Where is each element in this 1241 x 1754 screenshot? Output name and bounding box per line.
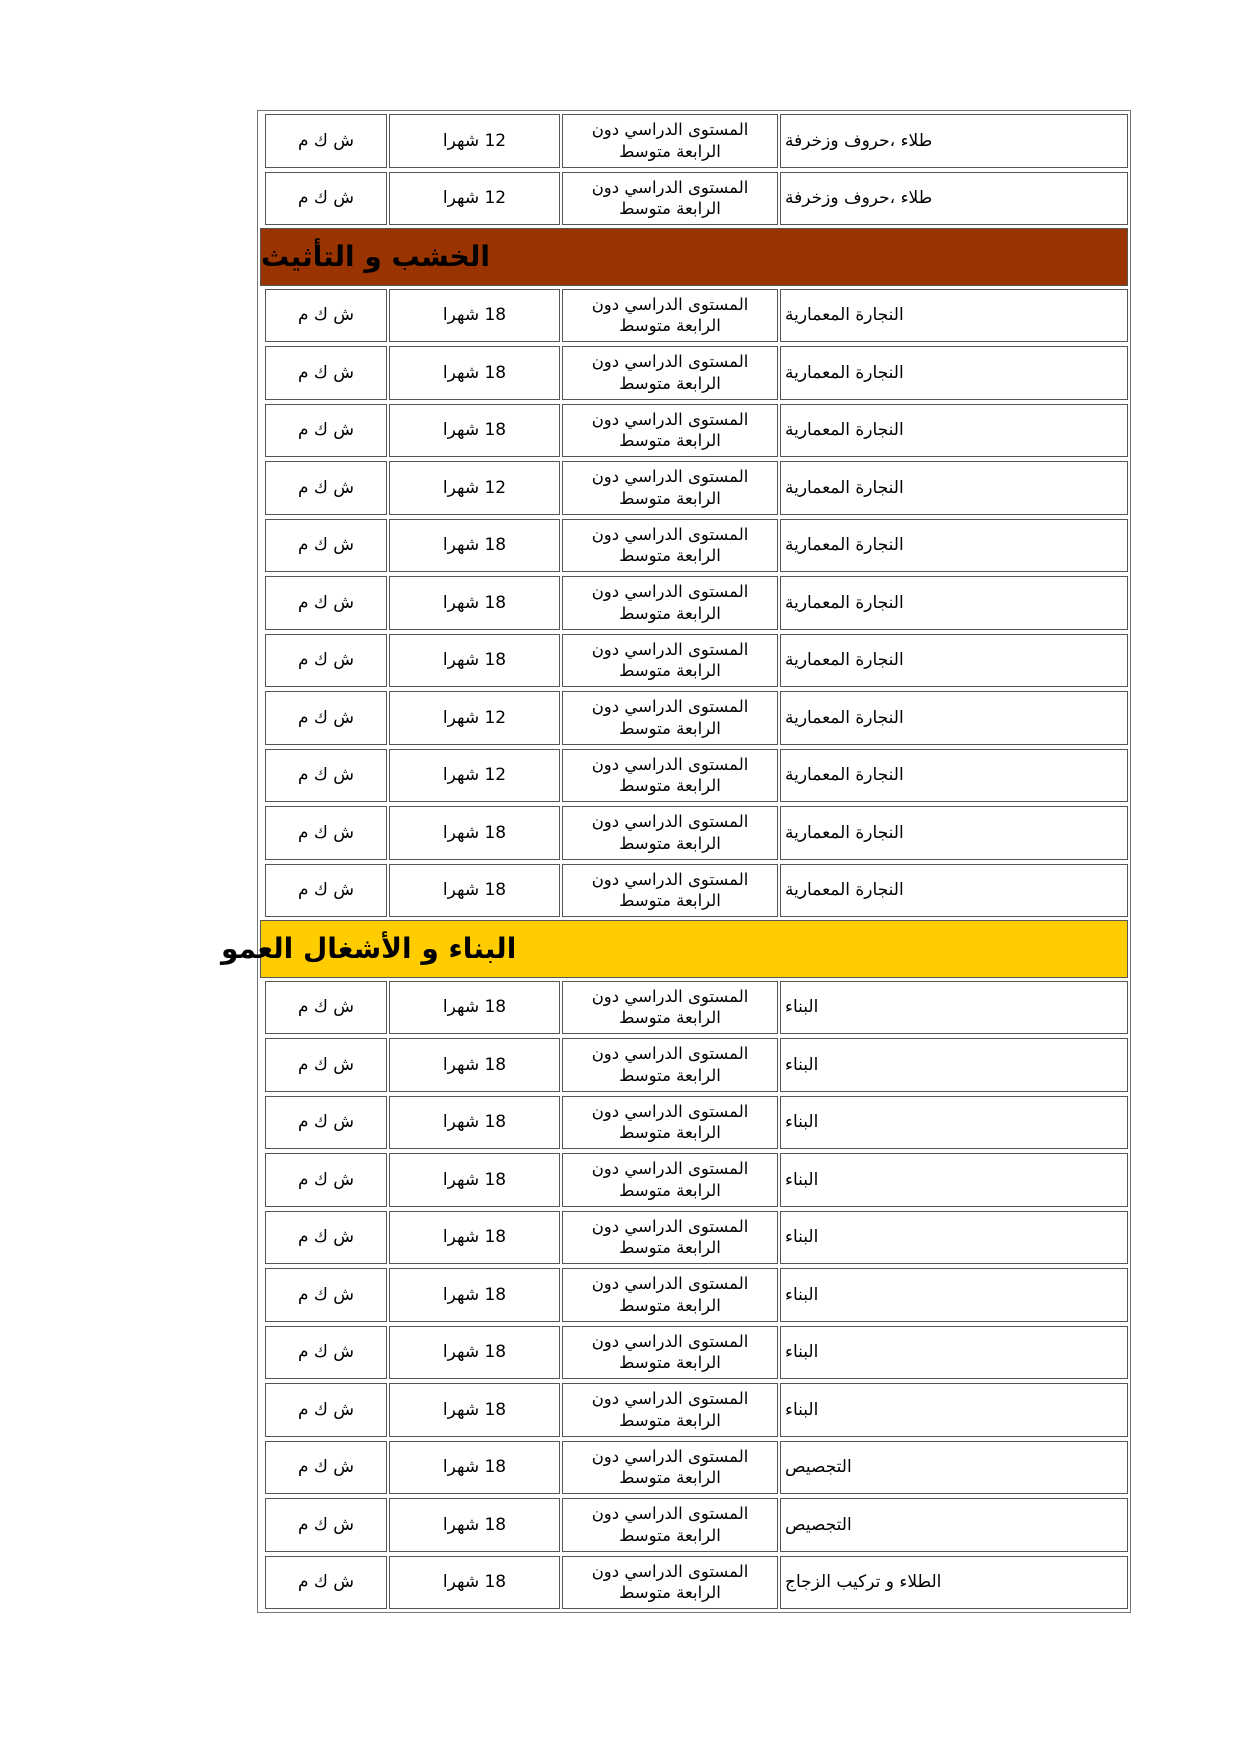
table-row [259, 1324, 1129, 1382]
level-cell: المستوى الدراسي دون الرابعة متوسط [562, 404, 778, 458]
training-specialties-table [221, 110, 1131, 1613]
duration-cell: 18 شهرا [389, 806, 560, 860]
specialty-cell: النجارة المعمارية [780, 404, 1128, 458]
duration-cell: 18 شهرا [389, 1096, 560, 1150]
mode-cell: ش ك م [265, 806, 387, 860]
specialty-cell: النجارة المعمارية [780, 461, 1128, 515]
level-cell: المستوى الدراسي دون الرابعة متوسط [562, 461, 778, 515]
duration-cell: 18 شهرا [389, 1441, 560, 1495]
mode-cell: ش ك م [265, 1153, 387, 1207]
level-cell: المستوى الدراسي دون الرابعة متوسط [562, 289, 778, 343]
table-row [259, 112, 1129, 170]
level-cell: المستوى الدراسي دون الرابعة متوسط [562, 1441, 778, 1495]
table-row [259, 1554, 1129, 1612]
duration-cell: 12 شهرا [389, 691, 560, 745]
mode-cell: ش ك م [265, 1383, 387, 1437]
specialty-cell: النجارة المعمارية [780, 749, 1128, 803]
mode-cell: ش ك م [265, 634, 387, 688]
level-cell: المستوى الدراسي دون الرابعة متوسط [562, 1153, 778, 1207]
section-title: البناء و الأشغال العمو [221, 932, 517, 966]
duration-cell: 18 شهرا [389, 519, 560, 573]
table-row [259, 1496, 1129, 1554]
mode-cell: ش ك م [265, 981, 387, 1035]
table-row [259, 287, 1129, 345]
section-header [260, 228, 1128, 286]
level-cell: المستوى الدراسي دون الرابعة متوسط [562, 1211, 778, 1265]
specialty-cell: البناء [780, 1326, 1128, 1380]
mode-cell: ش ك م [265, 576, 387, 630]
table-row [259, 402, 1129, 460]
specialty-cell: التجصيص [780, 1441, 1128, 1495]
level-cell: المستوى الدراسي دون الرابعة متوسط [562, 749, 778, 803]
specialty-cell: البناء [780, 1096, 1128, 1150]
mode-cell: ش ك م [265, 346, 387, 400]
level-cell: المستوى الدراسي دون الرابعة متوسط [562, 346, 778, 400]
duration-cell: 18 شهرا [389, 1326, 560, 1380]
specialty-cell: البناء [780, 1153, 1128, 1207]
duration-cell: 12 شهرا [389, 461, 560, 515]
mode-cell: ش ك م [265, 1211, 387, 1265]
mode-cell: ش ك م [265, 691, 387, 745]
duration-cell: 12 شهرا [389, 114, 560, 168]
duration-cell: 18 شهرا [389, 576, 560, 630]
table-row [259, 804, 1129, 862]
mode-cell: ش ك م [265, 1498, 387, 1552]
table-row [259, 1381, 1129, 1439]
duration-cell: 18 شهرا [389, 289, 560, 343]
mode-cell: ش ك م [265, 1096, 387, 1150]
mode-cell: ش ك م [265, 172, 387, 226]
table-row [259, 689, 1129, 747]
mode-cell: ش ك م [265, 1556, 387, 1610]
duration-cell: 12 شهرا [389, 172, 560, 226]
specialty-cell: النجارة المعمارية [780, 289, 1128, 343]
duration-cell: 18 شهرا [389, 1153, 560, 1207]
mode-cell: ش ك م [265, 1441, 387, 1495]
duration-cell: 18 شهرا [389, 981, 560, 1035]
specialty-cell: النجارة المعمارية [780, 576, 1128, 630]
mode-cell: ش ك م [265, 1326, 387, 1380]
specialty-cell: طلاء ،حروف وزخرفة [780, 172, 1128, 226]
duration-cell: 18 شهرا [389, 1498, 560, 1552]
mode-cell: ش ك م [265, 404, 387, 458]
specialty-cell: البناء [780, 1211, 1128, 1265]
level-cell: المستوى الدراسي دون الرابعة متوسط [562, 1268, 778, 1322]
table-row [259, 1439, 1129, 1497]
level-cell: المستوى الدراسي دون الرابعة متوسط [562, 1038, 778, 1092]
duration-cell: 18 شهرا [389, 346, 560, 400]
specialty-cell: النجارة المعمارية [780, 806, 1128, 860]
table-row [259, 979, 1129, 1037]
level-cell: المستوى الدراسي دون الرابعة متوسط [562, 1383, 778, 1437]
table-row [259, 632, 1129, 690]
specialty-cell: البناء [780, 1383, 1128, 1437]
level-cell: المستوى الدراسي دون الرابعة متوسط [562, 691, 778, 745]
specialty-cell: التجصيص [780, 1498, 1128, 1552]
level-cell: المستوى الدراسي دون الرابعة متوسط [562, 981, 778, 1035]
duration-cell: 18 شهرا [389, 1556, 560, 1610]
table-row [259, 1209, 1129, 1267]
duration-cell: 18 شهرا [389, 1038, 560, 1092]
table-row [259, 1036, 1129, 1094]
section-header [221, 920, 1128, 978]
level-cell: المستوى الدراسي دون الرابعة متوسط [562, 1556, 778, 1610]
table-row [259, 517, 1129, 575]
level-cell: المستوى الدراسي دون الرابعة متوسط [562, 634, 778, 688]
level-cell: المستوى الدراسي دون الرابعة متوسط [562, 519, 778, 573]
mode-cell: ش ك م [265, 1038, 387, 1092]
table-row [259, 1266, 1129, 1324]
section-title: الخشب و التأثيث [261, 240, 490, 274]
level-cell: المستوى الدراسي دون الرابعة متوسط [562, 1096, 778, 1150]
specialty-cell: النجارة المعمارية [780, 691, 1128, 745]
duration-cell: 18 شهرا [389, 634, 560, 688]
level-cell: المستوى الدراسي دون الرابعة متوسط [562, 114, 778, 168]
specialty-cell: النجارة المعمارية [780, 864, 1128, 918]
specialty-cell: طلاء ،حروف وزخرفة [780, 114, 1128, 168]
mode-cell: ش ك م [265, 461, 387, 515]
mode-cell: ش ك م [265, 114, 387, 168]
duration-cell: 12 شهرا [389, 749, 560, 803]
mode-cell: ش ك م [265, 749, 387, 803]
specialty-cell: النجارة المعمارية [780, 634, 1128, 688]
level-cell: المستوى الدراسي دون الرابعة متوسط [562, 864, 778, 918]
specialty-cell: النجارة المعمارية [780, 519, 1128, 573]
level-cell: المستوى الدراسي دون الرابعة متوسط [562, 172, 778, 226]
mode-cell: ش ك م [265, 1268, 387, 1322]
table-row [259, 1151, 1129, 1209]
duration-cell: 18 شهرا [389, 1211, 560, 1265]
specialty-cell: البناء [780, 1038, 1128, 1092]
duration-cell: 18 شهرا [389, 1383, 560, 1437]
table-row [259, 574, 1129, 632]
level-cell: المستوى الدراسي دون الرابعة متوسط [562, 1498, 778, 1552]
specialty-cell: النجارة المعمارية [780, 346, 1128, 400]
level-cell: المستوى الدراسي دون الرابعة متوسط [562, 1326, 778, 1380]
table-row [259, 1094, 1129, 1152]
table-row [259, 344, 1129, 402]
specialty-cell: البناء [780, 1268, 1128, 1322]
duration-cell: 18 شهرا [389, 1268, 560, 1322]
mode-cell: ش ك م [265, 289, 387, 343]
level-cell: المستوى الدراسي دون الرابعة متوسط [562, 576, 778, 630]
table-row [259, 862, 1129, 920]
mode-cell: ش ك م [265, 519, 387, 573]
duration-cell: 18 شهرا [389, 864, 560, 918]
duration-cell: 18 شهرا [389, 404, 560, 458]
mode-cell: ش ك م [265, 864, 387, 918]
table-row [259, 459, 1129, 517]
specialty-cell: الطلاء و تركيب الزجاج [780, 1556, 1128, 1610]
level-cell: المستوى الدراسي دون الرابعة متوسط [562, 806, 778, 860]
table-row [259, 747, 1129, 805]
table-row [259, 170, 1129, 228]
specialty-cell: البناء [780, 981, 1128, 1035]
